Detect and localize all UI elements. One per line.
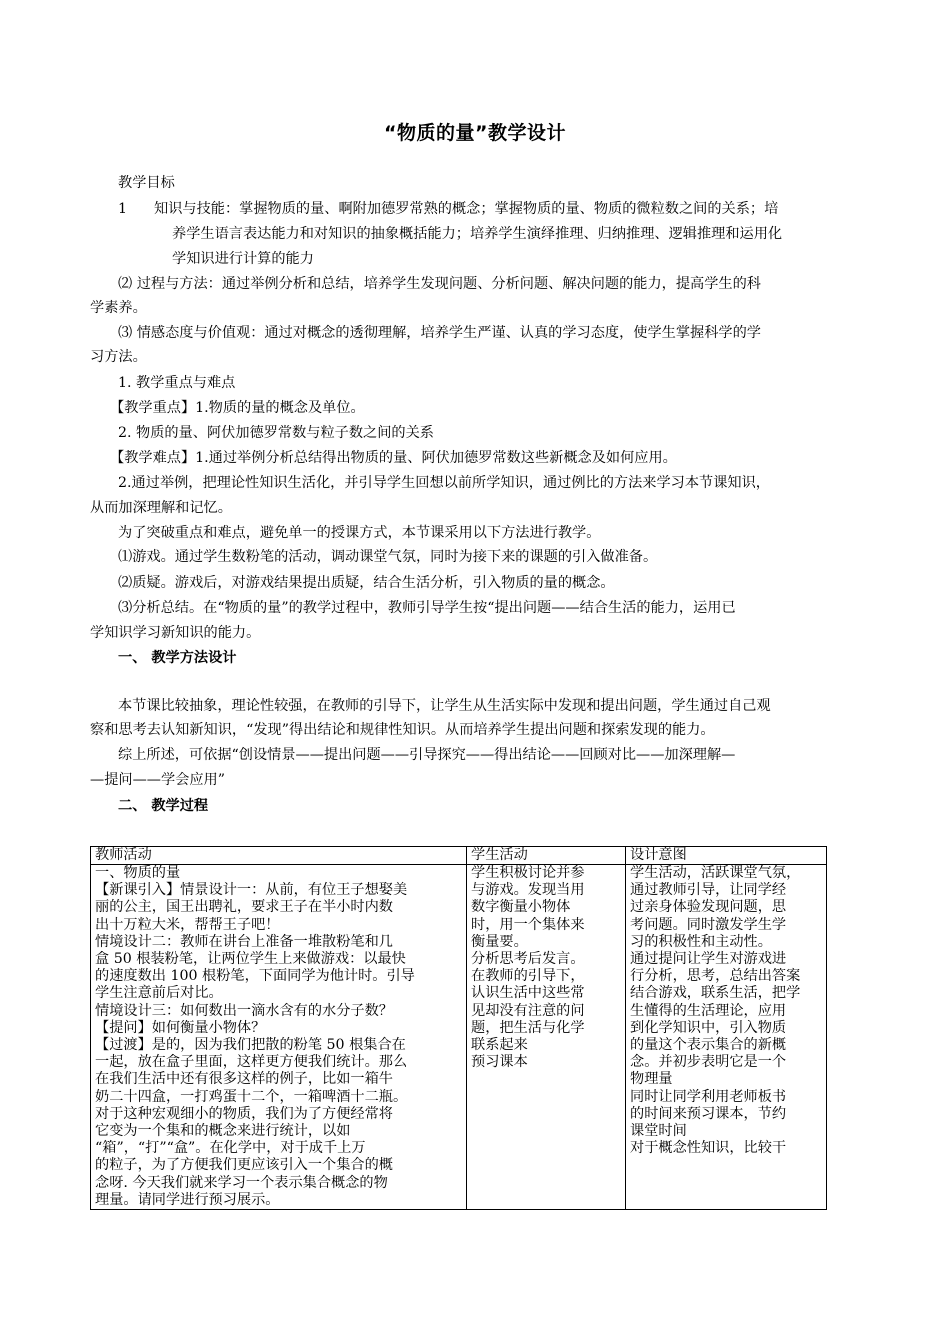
student-line: 分析思考后发言。 — [471, 951, 585, 968]
teaching-process-table — [90, 846, 827, 1210]
method-design-line-4: —提问——学会应用” — [90, 772, 225, 788]
teacher-line: 一起，放在盒子里面，这样更方便我们统计。那么 — [95, 1054, 408, 1071]
objective-2-line-1: ⑵ 过程与方法：通过举例分析和总结，培养学生发现问题、分析问题、解决问题的能力，提高学生的科 — [118, 276, 761, 292]
teacher-line: 学生注意前后对比。 — [95, 985, 223, 1002]
objective-1-line-3: 学知识进行计算的能力 — [172, 251, 314, 267]
intent-line: 通过提问让学生对游戏进 — [630, 951, 787, 968]
student-line: 与游戏。发现当用 — [471, 882, 585, 899]
teacher-line: 在我们生活中还有很多这样的例子，比如一箱牛 — [95, 1071, 393, 1088]
table-row — [91, 865, 827, 1210]
student-activity-cell — [467, 865, 626, 1210]
method-1-line: ⑴游戏。通过学生数粉笔的活动，调动课堂气氛，同时为接下来的课题的引入做准备。 — [118, 549, 658, 565]
difficult-point-line: 【教学难点】1.通过举例分析总结得出物质的量、阿伏加德罗常数这些新概念及如何应用。 — [110, 450, 677, 466]
column-header-student: 学生活动 — [467, 847, 626, 865]
section-heading-process: 二、 教学过程 — [118, 798, 209, 814]
method-design-line-2: 察和思考去认知新知识，“发现”得出结论和规律性知识。从而培养学生提出问题和探索发现的能力。 — [90, 722, 715, 738]
key-point-line: 【教学重点】1.物质的量的概念及单位。 — [110, 400, 365, 416]
student-line: 预习课本 — [471, 1054, 528, 1071]
teacher-line: 【新课引入】情景设计一：从前，有位王子想娶美 — [95, 882, 408, 899]
student-line: 在教师的引导下， — [471, 968, 585, 985]
teacher-line: 【提问】如何衡量小物体？ — [95, 1019, 266, 1036]
student-line: 数字衡量小物体 — [471, 899, 571, 916]
teacher-line: 出十万粒大米，帮帮王子吧！ — [95, 916, 280, 933]
objective-1-line-2: 养学生语言表达能力和对知识的抽象概括能力；培养学生演绎推理、归纳推理、逻辑推理和运用化 — [172, 226, 783, 242]
column-header-teacher: 教师活动 — [91, 847, 467, 865]
document-title: “物质的量”教学设计 — [384, 122, 566, 144]
teacher-line: 对于这种宏观细小的物质，我们为了方便经常将 — [95, 1105, 393, 1122]
teacher-line: 的速度数出 100 根粉笔，下面同学为他计时。引导 — [95, 968, 415, 985]
teacher-line: 念呀. 今天我们就来学习一个表示集合概念的物 — [95, 1174, 388, 1191]
teacher-line: 它变为一个集和的概念来进行统计，以如 — [95, 1123, 351, 1140]
teacher-line: 的粒子，为了方便我们更应该引入一个集合的概 — [95, 1157, 393, 1174]
difficult-point-2-line-1: 2.通过举例，把理论性知识生活化，并引导学生回想以前所学知识，通过例比的方法来学习本节课知识， — [118, 475, 770, 491]
student-line: 见却没有注意的问 — [471, 1002, 585, 1019]
intent-line: 物理量 — [630, 1071, 673, 1088]
section-heading-method-design: 一、 教学方法设计 — [118, 650, 237, 666]
intent-line: 同时让同学利用老师板书 — [630, 1088, 787, 1105]
intent-line: 课堂时间 — [630, 1123, 687, 1140]
teacher-activity-cell — [91, 865, 467, 1210]
teacher-line: 奶二十四盒，一打鸡蛋十二个，一箱啤酒十二瓶。 — [95, 1088, 408, 1105]
teacher-line: 情境设计三：如何数出一滴水含有的水分子数？ — [95, 1002, 393, 1019]
method-design-line-3: 综上所述，可依据“创设情景——提出问题——引导探究——得出结论——回顾对比——加深理解— — [118, 747, 736, 763]
method-design-line-1: 本节课比较抽象，理论性较强，在教师的引导下，让学生从生活实际中发现和提出问题，学生通过自己观 — [118, 698, 771, 714]
student-line: 时，用一个集体来 — [471, 916, 585, 933]
student-line: 衡量要。 — [471, 933, 528, 950]
intent-line: 过亲身体验发现问题，思 — [630, 899, 787, 916]
difficult-point-2-line-2: 从而加深理解和记忆。 — [90, 500, 232, 516]
objective-3-line-2: 习方法。 — [90, 349, 147, 365]
column-header-intent: 设计意图 — [626, 847, 827, 865]
table-header-row — [91, 847, 827, 865]
intent-line: 行分析，思考，总结出答案 — [630, 968, 801, 985]
intent-line: 习的积极性和主动性。 — [630, 933, 772, 950]
teacher-line: “箱”，“打”“盒”。在化学中，对于成千上万 — [95, 1140, 366, 1157]
teacher-line: 盒 50 根装粉笔，让两位学生上来做游戏：以最快 — [95, 951, 406, 968]
intent-line: 结合游戏，联系生活，把学 — [630, 985, 801, 1002]
student-line: 题，把生活与化学 — [471, 1019, 585, 1036]
intent-line: 通过教师引导，让同学经 — [630, 882, 787, 899]
intent-line: 生懂得的生活理论，应用 — [630, 1002, 787, 1019]
teacher-line: 【过渡】是的，因为我们把散的粉笔 50 根集合在 — [95, 1037, 406, 1054]
method-3-line-2: 学知识学习新知识的能力。 — [90, 625, 261, 641]
method-2-line: ⑵质疑。游戏后，对游戏结果提出质疑，结合生活分析，引入物质的量的概念。 — [118, 575, 615, 591]
intent-line: 念。并初步表明它是一个 — [630, 1054, 787, 1071]
teacher-line: 丽的公主，国王出聘礼，要求王子在半小时内数 — [95, 899, 393, 916]
key-point-2-line: 2. 物质的量、阿伏加德罗常数与粒子数之间的关系 — [118, 425, 434, 441]
intent-line: 到化学知识中，引入物质 — [630, 1019, 787, 1036]
method-3-line-1: ⑶分析总结。在“物质的量”的教学过程中，教师引导学生按“提出问题——结合生活的能力，运用已 — [118, 600, 736, 616]
teacher-line: 一、物质的量 — [95, 865, 181, 881]
intent-line: 的量这个表示集合的新概 — [630, 1037, 787, 1054]
objective-1-number: 1 — [118, 201, 128, 217]
objective-3-line-1: ⑶ 情感态度与价值观：通过对概念的透彻理解，培养学生严谨、认真的学习态度，使学生掌握科学的学 — [118, 325, 761, 341]
design-intent-cell — [626, 865, 827, 1210]
objective-1-line-1: 知识与技能：掌握物质的量、啊附加德罗常熟的概念；掌握物质的量、物质的微粒数之间的关系；培 — [154, 201, 779, 217]
intent-line: 对于概念性知识，比较干 — [630, 1140, 787, 1157]
intent-line: 学生活动，活跃课堂气氛， — [630, 865, 801, 881]
teacher-line: 情境设计二：教师在讲台上准备一堆散粉笔和几 — [95, 933, 393, 950]
student-line: 联系起来 — [471, 1037, 528, 1054]
student-line: 认识生活中这些常 — [471, 985, 585, 1002]
methods-intro-line: 为了突破重点和难点，避免单一的授课方式，本节课采用以下方法进行教学。 — [118, 525, 601, 541]
objective-2-line-2: 学素养。 — [90, 300, 147, 316]
intent-line: 考问题。同时激发学生学 — [630, 916, 787, 933]
intent-line: 的时间来预习课本，节约 — [630, 1105, 787, 1122]
teacher-line: 理量。请同学进行预习展示。 — [95, 1191, 280, 1208]
section-heading-key-points: 1. 教学重点与难点 — [118, 375, 236, 391]
section-heading-objectives: 教学目标 — [118, 175, 175, 191]
student-line: 学生积极讨论并参 — [471, 865, 585, 881]
